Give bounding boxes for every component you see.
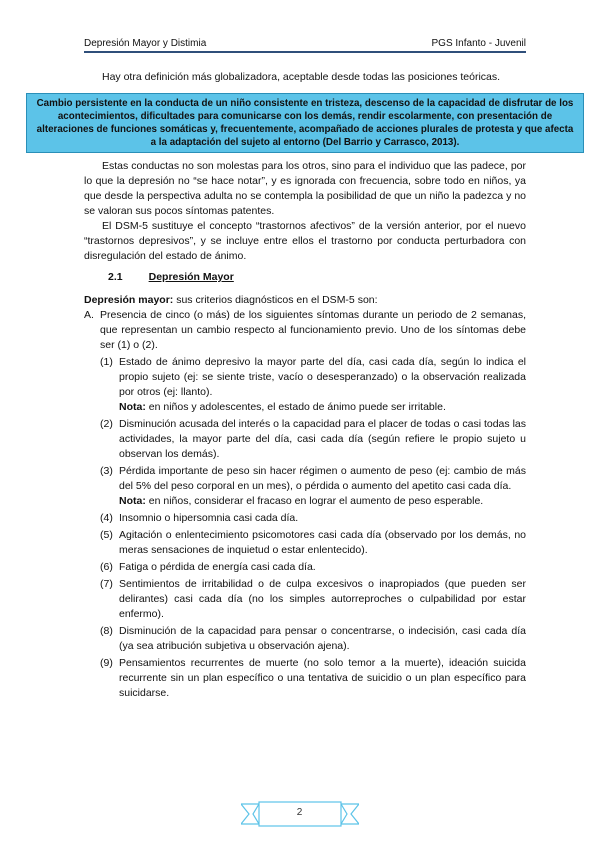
list-item-number: (9) [100, 657, 113, 669]
criterion-text: Presencia de cinco (o más) de los siguientes síntomas durante un periodo de 2 semanas, que representan un cambio respecto al funcionamiento previo. Uno de los síntomas debe ser (1) o (2). [100, 309, 526, 351]
list-item-text: Insomnio o hipersomnia casi cada día. [119, 512, 299, 524]
list-item [100, 577, 526, 622]
document-body [36, 70, 574, 703]
paragraph-conducts: Estas conductas no son molestas para los otros, sino para el individuo que las padece, por lo que la depresión no “se hace notar”, y es ignorada con frecuencia, sobre todo en niños, ya que desde la perspectiva adulta no se contempla la posibilidad de que un niño la padezca y no se valoran sus pocos síntomas patentes. [84, 160, 526, 217]
list-item-body [119, 624, 526, 654]
symptom-list [100, 355, 526, 701]
list-item-number: (3) [100, 465, 113, 477]
list-item-number: (2) [100, 418, 113, 430]
note-label: Nota: [119, 495, 146, 507]
list-item-body [119, 656, 526, 701]
list-item-number: (5) [100, 529, 113, 541]
section-title: Depresión Mayor [148, 271, 234, 283]
list-item-text: Sentimientos de irritabilidad o de culpa excesivos o inapropiados (que pueden ser delirantes) casi cada día (no los simples autorreproches o culpabilidad por estar enfermo). [119, 578, 526, 620]
definition-box: Cambio persistente en la conducta de un niño consistente en tristeza, descenso de la capacidad de disfrutar de los acontecimientos, dificultades para comunicarse con los demás, rendir escolarmente, con presentación de alteraciones de funciones somáticas y, frecuentemente, acompañado de acciones plurales de protesta y que afecta a la adaptación del sujeto al entorno (Del Barrio y Carrasco, 2013). [26, 93, 584, 153]
list-item-note [119, 494, 526, 509]
criterion-letter: A. [84, 309, 94, 321]
list-item-body [119, 577, 526, 622]
list-item [100, 624, 526, 654]
list-item-body [119, 355, 526, 415]
list-item-number: (7) [100, 578, 113, 590]
header-left-title: Depresión Mayor y Distimia [84, 38, 207, 49]
list-item-body [119, 417, 526, 462]
list-item-body [119, 511, 526, 526]
list-item-text: Disminución acusada del interés o la capacidad para el placer de todas o casi todas las actividades, la mayor parte del día, casi cada día (según refiere le propio sujeto u observan los demás). [119, 418, 526, 460]
list-item-text: Pérdida importante de peso sin hacer régimen o aumento de peso (ej: cambio de más del 5% del peso corporal en un mes), o pérdida o aumento del apetito casi cada día. [119, 465, 526, 492]
list-item-number: (6) [100, 561, 113, 573]
list-item [100, 528, 526, 558]
list-item-body [119, 528, 526, 558]
page-header [84, 38, 526, 53]
list-item-text: Agitación o enlentecimiento psicomotores casi cada día (observado por los demás, no meras sensaciones de inquietud o estar enlentecido). [119, 529, 526, 556]
list-item-text: Fatiga o pérdida de energía casi cada día. [119, 561, 316, 573]
header-right-title: PGS Infanto - Juvenil [431, 38, 526, 49]
criterion-a [84, 308, 526, 703]
criteria-lead-bold: Depresión mayor: [84, 294, 174, 306]
intro-paragraph: Hay otra definición más globalizadora, aceptable desde todas las posiciones teóricas. [102, 71, 501, 83]
list-item-text: Pensamientos recurrentes de muerte (no solo temor a la muerte), ideación suicida recurrente sin un plan específico o una tentativa de suicidio o un plan específico para suicidarse. [119, 657, 526, 699]
section-number: 2.1 [108, 271, 123, 283]
list-item [100, 464, 526, 509]
criteria-lead-text: sus criterios diagnósticos en el DSM-5 son: [173, 294, 378, 306]
note-label: Nota: [119, 401, 146, 413]
list-item-text: Estado de ánimo depresivo la mayor parte del día, casi cada día, según lo indica el propio sujeto (ej: se siente triste, vacío o desesperanzado) o la observación realizada por otros (ej: llanto). [119, 356, 526, 398]
list-item [100, 656, 526, 701]
page-number: 2 [296, 807, 303, 818]
list-item [100, 417, 526, 462]
list-item [100, 355, 526, 415]
list-item [100, 511, 526, 526]
criteria-lead [84, 293, 526, 308]
list-item-number: (1) [100, 356, 113, 368]
list-item-note [119, 400, 526, 415]
list-item-body [119, 560, 526, 575]
list-item-body [119, 464, 526, 509]
list-item-text: Disminución de la capacidad para pensar o concentrarse, o indecisión, casi cada día (ya sea atribución subjetiva u observación ajena). [119, 625, 526, 652]
list-item-number: (8) [100, 625, 113, 637]
criterion-body [100, 308, 526, 703]
paragraph-dsm5: El DSM-5 sustituye el concepto “trastornos afectivos” de la versión anterior, por el nuevo “trastornos depresivos”, y se incluye entre ellos el trastorno por conducta perturbadora con disregulación del estado de ánimo. [84, 220, 526, 262]
note-text: en niños y adolescentes, el estado de ánimo puede ser irritable. [145, 401, 446, 413]
list-item [100, 560, 526, 575]
section-heading [108, 270, 526, 285]
list-item-number: (4) [100, 512, 113, 524]
note-text: en niños, considerar el fracaso en lograr el aumento de peso esperable. [145, 495, 484, 507]
